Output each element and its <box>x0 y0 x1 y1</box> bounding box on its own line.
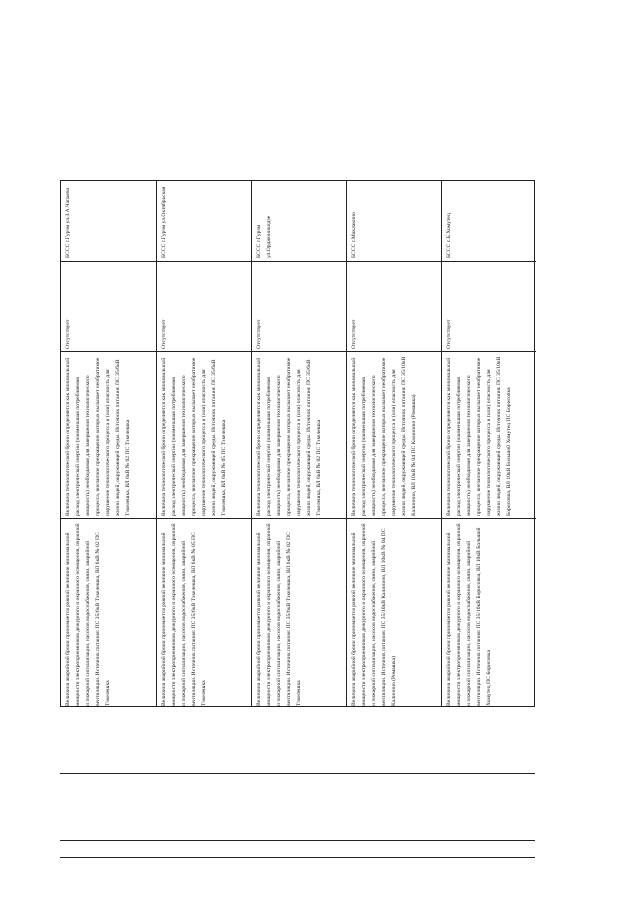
table-row <box>441 181 536 706</box>
cell-name <box>347 181 441 261</box>
cell-name <box>442 181 536 261</box>
cell-current <box>252 261 346 351</box>
operation-text: Величина технологической брони определяется как минимальный расход электрической энергии (наименьшая потребляемая мощность) необходимая для завершения технологического процесса, внезапное прекращение которых вызывает необратимое нарушение технологического процесса и (или) опасность для жизни людей, окружающей среды. Источник питания: ПС 35/10кВ Борисовка, ВЛ 10кВ Большой Хомутец ПС Борисовка <box>446 356 512 516</box>
emergency-text: Величина аварийной брони принимается равной величине минимальной мощности электроприемников дежурного и охранного освещения, охранной и пожарной сигнализации, насосов водоснабжения, связи, аварийной вентиляции. Источник питания: ПС 35/10кВ Калинино, ВЛ 10кВ № 04 ПС Калинино (Ромашка) <box>351 523 397 706</box>
table-row <box>61 181 156 706</box>
cell-emergency <box>61 518 156 708</box>
emergency-text: Величина аварийной брони принимается равной величине минимальной мощности электроприемников дежурного и охранного освещения, охранной и пожарной сигнализации, насосов водоснабжения, связи, аварийной вентиляции. Источник питания: ПС 35/6кВ Тэкелешка, ВЛ 6кВ № 02 ПС Тэкелешка <box>256 523 302 706</box>
cell-emergency <box>442 518 536 708</box>
current-value: Отсутствует <box>351 319 357 349</box>
object-name: БССС г.Маклакино <box>351 212 357 258</box>
cell-current <box>61 261 156 351</box>
operation-text: Величина технологической брони определяется как минимальный расход электрической энергии (наименьшая потребляемая мощность) необходимая для завершения технологического процесса, внезапное прекращение которых вызывает необратимое нарушение технологического процесса и (или) опасность для жизни людей, окружающей среды. Источник питания: ПС 35/6кВ Тэкелешка, ВЛ 6кВ № 05 ПС Тэкелешка <box>161 357 227 516</box>
cell-name <box>61 181 156 261</box>
cell-name <box>157 181 251 261</box>
emergency-text: Величина аварийной брони принимается равной величине минимальной мощности электроприемников дежурного и охранного освещения, охранной и пожарной сигнализации, насосов водоснабжения, связи, аварийной вентиляции. Источник питания: ПС 35/6кВ Тэкелешка, ВЛ 6кВ № 02 ПС Тэкелешка <box>65 523 111 706</box>
object-name: БССС с.Б.Хомутец <box>446 213 452 258</box>
object-name: БССС г.Гурзм ул.Октябрьская <box>161 186 167 258</box>
operation-text: Величина технологической брони определяется как минимальный расход электрической энергии (наименьшая потребляемая мощность) необходимая для завершения технологического процесса, внезапное прекращение которых вызывает необратимое нарушение технологического процесса и (или) опасность для жизни людей, окружающей среды. Источник питания: ПС 35/6кВ Тэкелешка, ВЛ 6кВ № 02 ПС Тэкелешка <box>65 357 131 516</box>
cell-current <box>442 261 536 351</box>
table-row <box>346 181 441 706</box>
cell-emergency <box>252 518 346 708</box>
table-row <box>156 181 251 706</box>
cell-emergency <box>347 518 441 708</box>
object-name: БССС г.Гурзм ул.З.А.Чапаева <box>65 187 71 258</box>
current-value: Отсутствует <box>256 319 262 349</box>
current-value: Отсутствует <box>161 319 167 349</box>
divider-line <box>60 857 535 858</box>
cell-operation <box>61 351 156 518</box>
current-value: Отсутствует <box>65 319 71 349</box>
document-table <box>60 180 535 707</box>
cell-emergency <box>157 518 251 708</box>
emergency-text: Величина аварийной брони принимается равной величине минимальной мощности электроприемников дежурного и охранного освещения, охранной и пожарной сигнализации, насосов водоснабжения, связи, аварийной вентиляции. Источник питания: ПС 35/10кВ Борисовка, ВЛ 10кВ Большой Хомутец ПС Борисовка <box>446 523 492 706</box>
divider-line <box>60 773 535 774</box>
cell-current <box>347 261 441 351</box>
divider-line <box>60 840 535 841</box>
current-value: Отсутствует <box>446 319 452 349</box>
operation-text: Величина технологической брони определяется как минимальный расход электрической энергии (наименьшая потребляемая мощность) необходимая для завершения технологического процесса, внезапное прекращение которых вызывает необратимое нарушение технологического процесса и (или) опасность для жизни людей, окружающей среды. Источник питания: ПС 35/10кВ Калинино, ВЛ 10кВ № 04 ПС Калинино (Ромашка) <box>351 356 417 516</box>
cell-operation <box>157 351 251 518</box>
cell-current <box>157 261 251 351</box>
table-row <box>251 181 346 706</box>
cell-name <box>252 181 346 261</box>
emergency-text: Величина аварийной брони принимается равной величине минимальной мощности электроприемников дежурного и охранного освещения, охранной и пожарной сигнализации, насосов водоснабжения, связи, аварийной вентиляции. Источник питания: ПС 35/6кВ Тэкелешка, ВЛ 6кВ № 05 ПС Тэкелешка <box>161 523 207 706</box>
cell-operation <box>442 351 536 518</box>
cell-operation <box>252 351 346 518</box>
operation-text: Величина технологической брони определяется как минимальный расход электрической энергии (наименьшая потребляемая мощность) необходимая для завершения технологического процесса, внезапное прекращение которых вызывает необратимое нарушение технологического процесса и (или) опасность для жизни людей, окружающей среды. Источник питания: ПС 35/6кВ Тэкелешка, ВЛ 6кВ № 02 ПС Тэкелешка <box>256 357 322 516</box>
cell-operation <box>347 351 441 518</box>
object-name: БССС г.Гурзм ул.Орджоникидзе <box>256 215 272 258</box>
